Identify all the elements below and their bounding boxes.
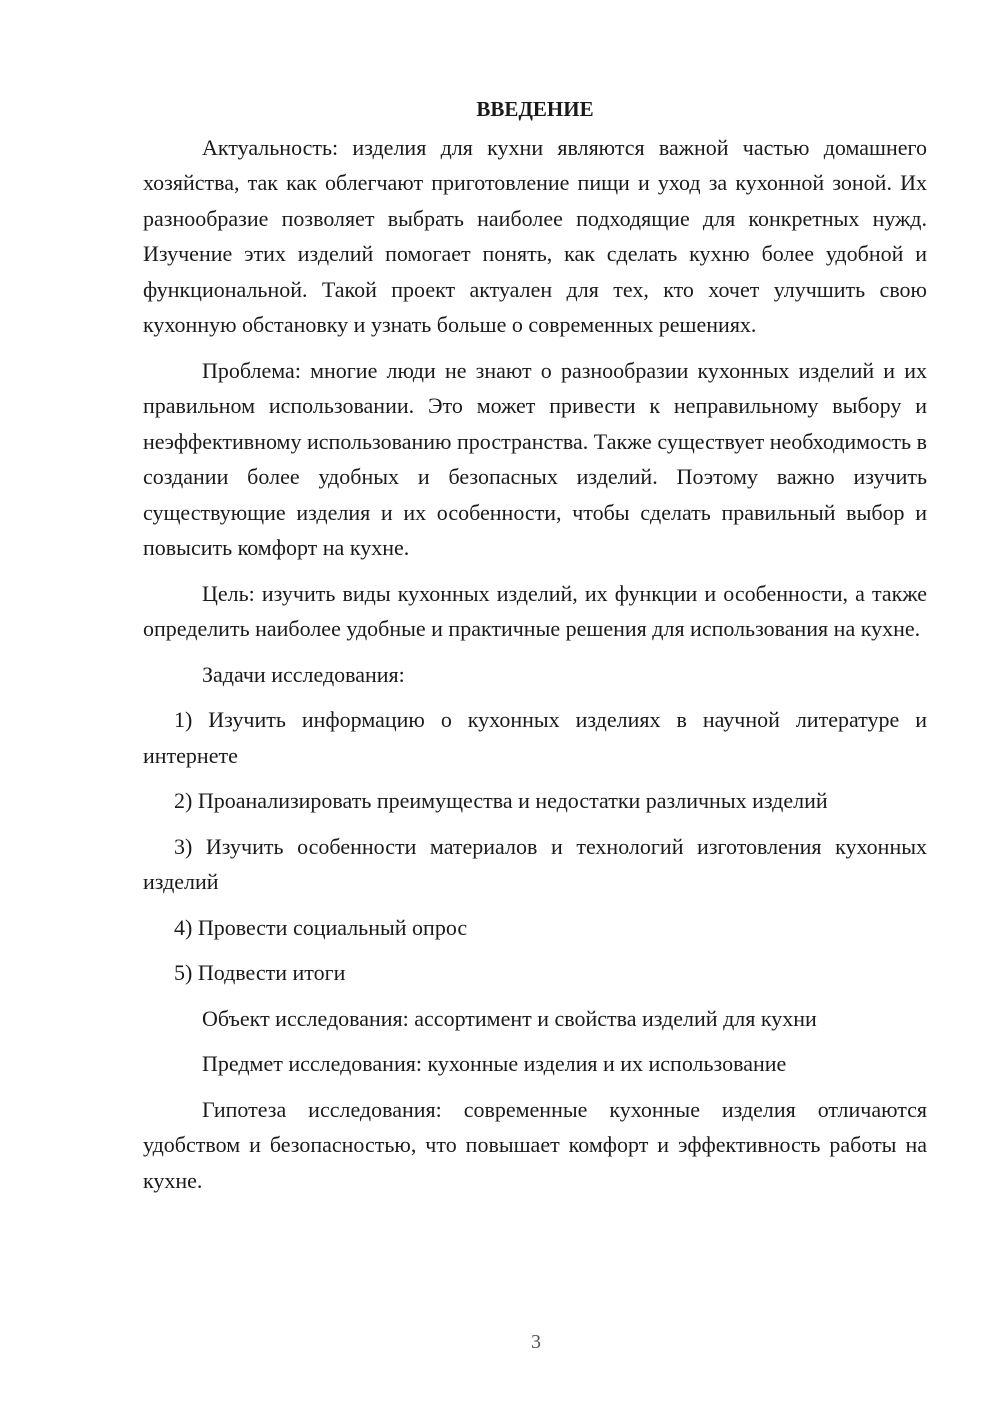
task-item-5: 5) Подвести итоги (174, 960, 346, 985)
paragraph-hypothesis: Гипотеза исследования: современные кухонные изделия отличаются удобством и безопасностью, что повышает комфорт и эффективность работы на кухне. (143, 1096, 927, 1193)
page-number: 3 (531, 1331, 541, 1353)
paragraph-problem: Проблема: многие люди не знают о разнообразии кухонных изделий и их правильном использовании. Это может привести к неправильному выбору и неэффективному использованию пространства. Также существует необходимость в создании более удобных и безопасных изделий. Поэтому важно изучить существующие изделия и их особенности, чтобы сделать правильный выбор и повысить комфорт на кухне. (143, 357, 927, 560)
task-item-4: 4) Провести социальный опрос (174, 914, 468, 940)
tasks-heading: Задачи исследования: (202, 661, 405, 687)
task-item-3: 3) Изучить особенности материалов и технологий изготовления кухонных изделий (143, 833, 927, 894)
task-item-2: 2) Проанализировать преимущества и недостатки различных изделий (174, 788, 828, 813)
paragraph-goal: Цель: изучить виды кухонных изделий, их функции и особенности, а также определить наиболее удобные и практичные решения для использования на кухне. (143, 580, 927, 641)
page-title: ВВЕДЕНИЕ (476, 97, 594, 121)
paragraph-object: Объект исследования: ассортимент и свойства изделий для кухни (202, 1005, 817, 1031)
paragraph-subject: Предмет исследования: кухонные изделия и их использование (202, 1051, 787, 1076)
task-item-1: 1) Изучить информацию о кухонных изделиях в научной литературе и интернете (143, 707, 927, 768)
page-content (143, 92, 927, 1208)
paragraph-relevance: Актуальность: изделия для кухни являются важной частью домашнего хозяйства, так как облегчают приготовление пищи и уход за кухонной зоной. Их разнообразие позволяет выбрать наиболее подходящие для конкретных нужд. Изучение этих изделий помогает понять, как сделать кухню более удобной и функциональной. Такой проект актуален для тех, кто хочет улучшить свою кухонную обстановку и узнать больше о современных решениях. (143, 134, 927, 337)
